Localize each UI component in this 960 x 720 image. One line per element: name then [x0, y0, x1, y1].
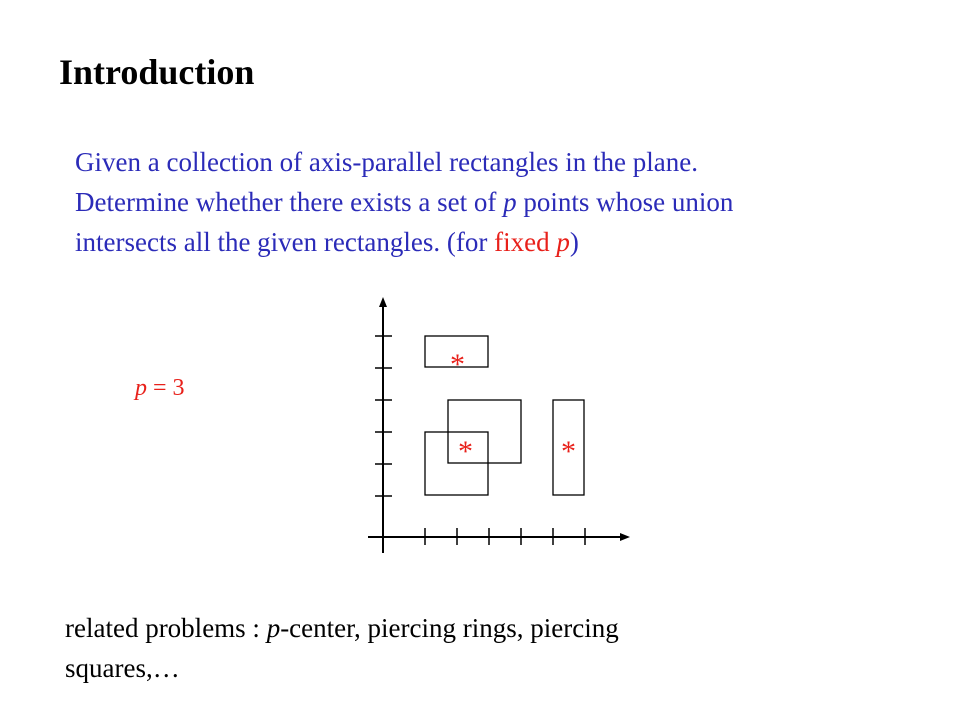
variable-p: p	[503, 187, 517, 217]
piercing-point-star: *	[450, 348, 465, 381]
page-title: Introduction	[59, 52, 255, 92]
related-variable-p: p	[266, 613, 281, 643]
description-line-2-text-a: Determine whether there exists a set of	[75, 187, 504, 217]
description-line-2-text-b: points whose union	[516, 187, 734, 217]
fixed-label: fixed	[494, 227, 550, 257]
related-problems	[65, 608, 825, 688]
related-line-1	[65, 608, 825, 648]
related-line-1-text-b: -center, piercing rings, piercing	[280, 613, 619, 643]
piercing-point-star: *	[458, 435, 473, 468]
related-line-1-text-a: related problems :	[65, 613, 267, 643]
variable-p-fixed: p	[556, 227, 570, 257]
p-variable: p	[135, 375, 147, 401]
related-line-2: squares,…	[65, 653, 180, 683]
description-line-3-close: )	[569, 227, 579, 257]
piercing-point-star: *	[561, 435, 576, 468]
x-axis-arrow	[620, 533, 630, 541]
y-axis-arrow	[379, 297, 387, 307]
description-line-3-text-a: intersects all the given rectangles. (for	[75, 227, 495, 257]
p-value: = 3	[147, 375, 185, 401]
description-line-1: Given a collection of axis-parallel rectangles in the plane.	[75, 147, 698, 177]
